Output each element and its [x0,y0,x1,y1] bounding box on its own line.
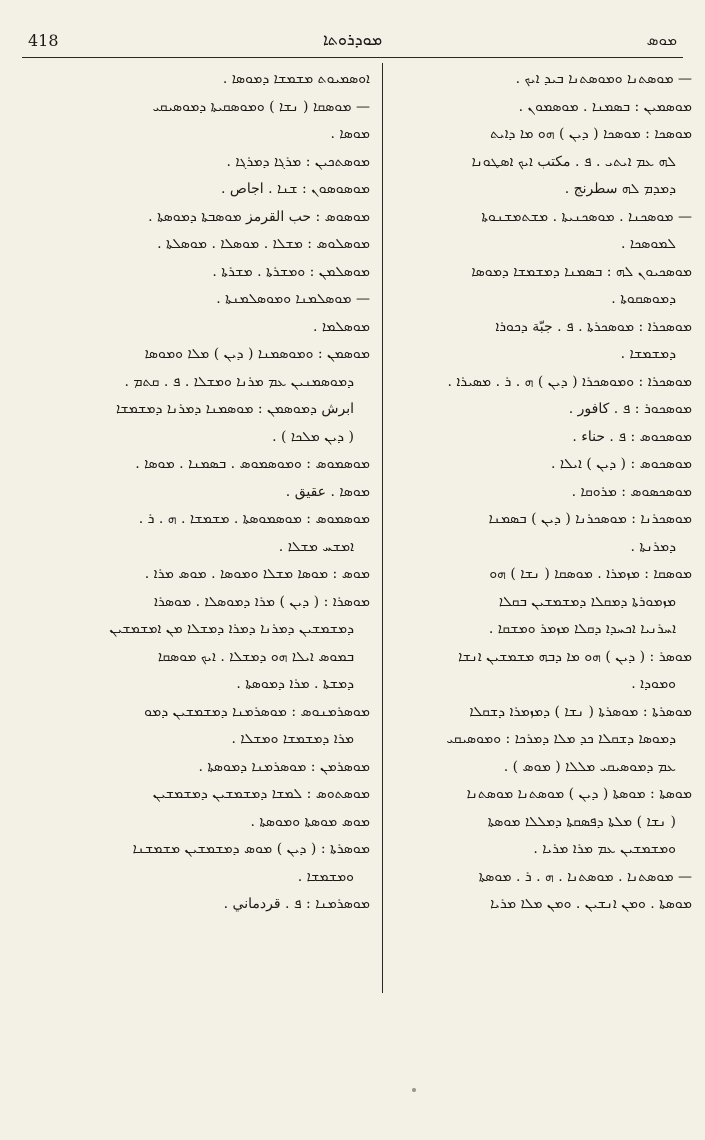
entry-line: ܡܘܣܠܡܐ . [313,318,370,335]
entry-line: ܡܘܣܬܐ . ܘܡܢ ܐܢܫܝܢ . ܘܡܢ ܡܠܐ ܡܪܝܐ [490,896,692,912]
entry-line: ܡܘܣܡܘܣ : ܘܡܘܣܡܘܣ . ܒܣܡܢܐ . ܡܘܣܐ . [135,456,370,472]
entry-line: ܐܡܫܚ ܡܫܠܐ . [278,538,354,555]
entry-line: ܡܘܣܠܘܣ : ܡܫܠܐ . ܡܘܣܠܐ . ܡܘܣܠܬܐ . [157,236,370,252]
entry-line: ܘܡܫܡܫܝܢ ܥܡ ܡܪܐ ܡܪܝܐ . [533,841,676,857]
entry-line: ܥܡ ܕܡܘܣܝܩܝ ܡܠܠܐ ( ܡܘܣ ) . [503,758,676,775]
entry-line: ܡܘܣܡܢ : ܘܡܘܣܡܢܐ ( ܕܝܢ ) ܡܠܐ ܘܡܘܣܐ [144,346,370,362]
column-divider [382,63,383,993]
page-number: 418 [28,30,59,50]
entry-line: ܡܘܣܐ . [330,126,370,142]
entry-line: ܡܘܣܪܬܐ : ( ܕܝܢ ) ܡܘܣ ܕܡܫܡܫܝܢ ܡܫܡܫܢܐ [132,841,370,857]
entry-line: ܕܡܫܡܫܝܢ ܕܡܪܢܐ ܕܡܪܐ ܕܡܫܠܐ ܡܢ ܐܡܫܡܫܝܢ [109,621,354,637]
entry-line: — ܡܘܣܬܢܐ ܘܡܘܣܬܢܐ ܒܝܕ ܐܝܟ . [515,71,692,87]
entry-line: — ܡܘܣܟܢܐ . ܡܘܣܟܢܝܬܐ . ܡܫܬܡܫܢܘܬܐ [481,208,692,225]
entry-line: ܘܡܘܕܐ . [631,676,676,692]
entry-line: ܡܘܣܪܬܐ : ܡܘܣܪܬܐ ( ܢܫܐ ) ܕܡܙܡܪܐ ܕܫܩܠܐ [469,703,692,720]
entry-line: ܡܘܣܬܘܣ : ܠܡܫܐ ܕܡܫܡܫܝܢ ܕܡܫܡܫܝܢ [152,786,370,802]
entry-line: ܕܡܕܡ ܠܗ سطرنج . [564,181,676,197]
entry-line: ܡܘܣܡܘܣ : ܡܘܣܡܘܣܬܐ . ܡܫܡܫܐ . ܗ . ܪ . [138,511,370,527]
entry-line: ܡܘܣܟܪܢܐ : ܡܘܣܟܪܢܐ ( ܕܝܢ ) ܒܣܡܢܐ [488,511,692,527]
entry-line: ܒܡܘܣ ܐܝܠܐ ܗܘ ܕܡܫܠܐ . ܐܝܟ ܡܘܣܩܐ [157,648,354,665]
entry-line: ( ܕܝܢ ܡܠܟܐ ) . [272,428,354,445]
entry-line: ܡܘܣܟܪܐ : ܡܘܣܟܪܬܐ . ܦ . جبّة ܕܟܘܪܐ [495,318,692,335]
entry-line: ( ܢܫܐ ) ܡܠܬܐ ܕܦܣܩܬܐ ܕܡܠܠܐ ܡܘܣܬܐ [487,813,676,830]
entry-line: ܡܪܐ ܕܡܫܡܫܐ ܘܡܫܠܐ . [231,731,354,747]
entry-line: ܡܘܣܟܘܣ : ( ܕܝܢ ) ܐܝܠܐ . [551,456,692,472]
entry-line: ܘܡܫܡܫܐ . [297,868,354,885]
right-column [392,66,692,919]
page-header [28,26,677,54]
entry-line: ܡܘܣܪܡܢܐ : ܦ . قردماني . [223,896,370,912]
entry-line: ܡܘܣܘܣܘܢ : ܫܢܐ . اجاص . [221,181,370,197]
entry-line: ܕܡܫܬܐ . ܡܪܐ ܕܡܘܣܬܐ . [236,676,354,692]
entry-line: ܕܡܪܢܬܐ . [630,538,676,555]
entry-line: ܕܡܫܡܫܐ . [620,346,676,362]
entry-line: ܡܘܣܬܐ : ܡܘܣܬܐ ( ܕܝܢ ) ܡܘܣܬܢܐ ܡܘܣܬܢܐ [466,786,692,802]
entry-line: ܡܘܣܐ . عقيق . [285,483,370,500]
entry-line: ܡܘܣܟܘܣ : ܦ . حناء . [572,428,692,445]
entry-line: ܡܘܣܪܡܢ : ܡܘܣܪܡܢܐ ܕܡܘܣܬܐ . [198,758,370,775]
entry-line: ܡܘܣ ܡܘܣܬܐ ܘܡܘܣܬܐ . [250,813,370,830]
entry-line: ܡܙܡܘܪܬܐ ܕܡܩܠܐ ܕܡܫܡܫܝܢ ܒܩܠܐ [498,593,676,610]
entry-line: ܕܡܘܣܡܢܝܢ ܥܡ ܡܪܢܐ ܘܡܫܠܐ . ܦ . ܩܬܡ . [124,373,354,390]
entry-line: ܠܡܘܣܟܐ . [620,236,676,252]
entry-line: ابرش ܕܡܘܣܡܢ : ܡܘܣܡܢܐ ܕܡܪܢܐ ܕܡܫܡܫܐ [115,401,354,417]
entry-line: ܡܘܣ : ܡܘܣܐ ܡܫܠܐ ܘܡܘܣܐ . ܡܘܣ ܡܪܐ . [144,566,370,582]
entry-line: ܡܘܣܪܐ : ( ܕܝܢ ) ܡܪܐ ܕܡܘܣܠܐ . ܡܘܣܪܐ [153,593,370,610]
entry-line: ܡܘܣܪ : ( ܕܝܢ ) ܗܘ ܡܐ ܕܒܗ ܡܫܡܫܝܢ ܐܢܫܐ [458,648,692,665]
entry-line: — ܡܘܣܬܢܐ . ܡܘܣܬܢܐ . ܗ . ܪ . ܡܘܣܬܐ [478,868,692,885]
entry-line: ܡܘܣܪܡܢܘܣ : ܡܘܣܪܡܢܐ ܕܡܫܡܫܝܢ ܕܡܘ [144,703,370,720]
entry-line: ܡܘܣܬܟܝܢ : ܡܪܓܐ ܕܡܪܓܐ . [226,153,370,170]
header-rule [22,57,683,58]
entry-line: ܡܘܣܡܝܢ : ܒܣܡܢܐ . ܡܘܣܡܘܢ . [518,98,692,115]
entry-line: ܡܘܣܟܘܪ : ܦ . كافور . [568,401,692,417]
entry-line: ܡܘܣܘܣ : حب القرمز ܡܘܣܒܬܐ ܕܡܘܣܬܐ . [148,208,370,225]
entry-line: ܕܡܘܣܐ ܕܫܩܠܐ ܟܕ ܡܠܐ ܕܡܪܟܐ : ܘܡܘܣܝܩܝ [446,731,676,747]
left-column [30,66,370,919]
entry-line: ܡܘܣܟܐ : ܡܘܣܟܐ ( ܕܝܢ ) ܗܘ ܡܐ ܕܐܝܬ [490,126,692,142]
catchword: ܡܘܣ [646,31,677,49]
decorative-dot [412,1088,416,1092]
entry-line: ܡܘܣܠܡܢ : ܘܡܫܪܬܐ . ܡܫܪܬܐ . [212,263,370,280]
entry-line: ܡܘܣܟܝܘܢ ܠܗ : ܒܣܡܢܐ ܕܡܫܡܫܐ ܕܡܘܣܐ [471,263,692,280]
running-title: ܡܘܕܪܘܬܐ [322,30,383,49]
entry-line: ܠܗ ܥܡ ܐܝܬܝ . ܦ . مكتب ܐܝܟ ܐܣܛܘܢܐ [471,153,676,170]
entry-line: — ܡܘܣܠܡܢܐ ܘܡܘܣܠܡܢܬܐ . [216,291,370,307]
entry-line: ܕܡܘܣܩܘܬܐ . [611,291,676,307]
entry-line: — ܡܘܣܩܐ ( ܢܫܐ ) ܘܡܘܣܩܝܬܐ ܕܡܘܣܝܩܝ [152,98,370,115]
entry-line: ܡܘܣܟܣܘܣ : ܡܪܘܩܐ . [571,483,692,500]
entry-line: ܡܘܣܟܪܐ : ܘܡܘܣܟܪܐ ( ܕܝܢ ) ܗ . ܪ . ܡܣܝܪܐ . [447,373,692,390]
entry-line: ܐܘܣܡܝܘܬ ܡܫܡܫܐ ܕܡܘܣܐ . [222,71,370,87]
entry-line: ܐܚܪܢܝܐ ܐܟܚܕܐ ܕܩܠܐ ܡܙܡܪ ܘܡܫܩܐ . [488,621,676,637]
entry-line: ܡܘܣܩܐ : ܡܙܡܪܐ . ܡܘܣܩܐ ( ܢܫܐ ) ܗܘ [489,566,692,582]
